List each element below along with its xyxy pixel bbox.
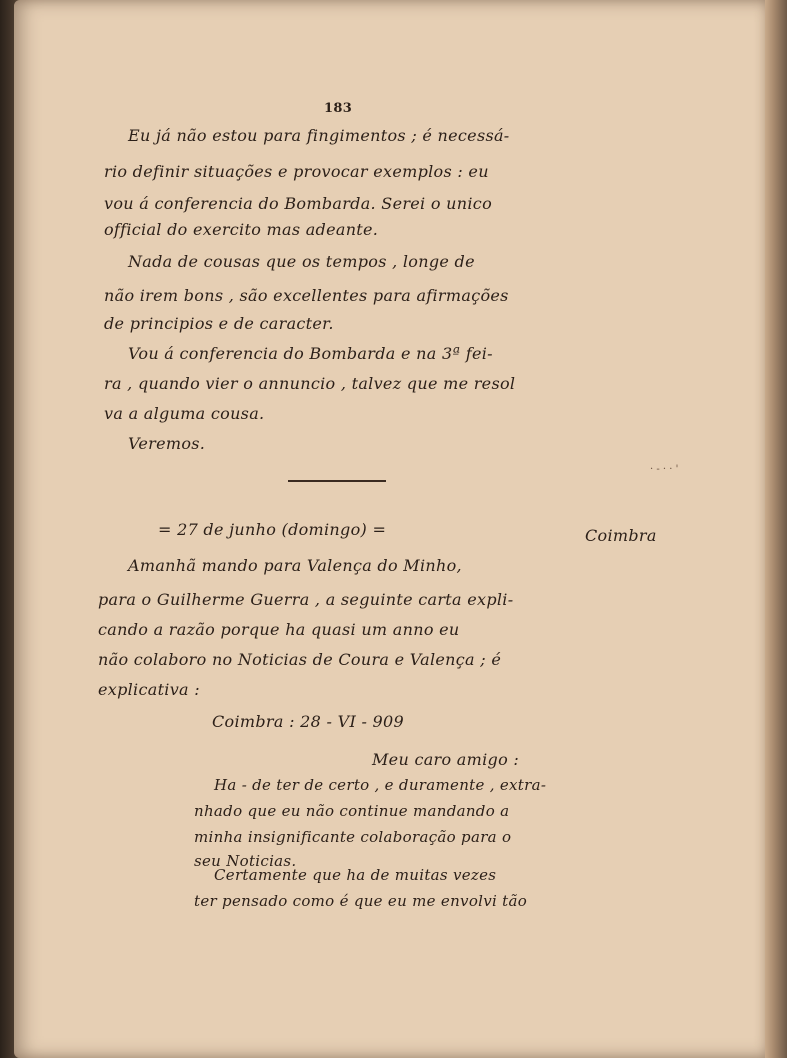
- letter-line: minha insignificante colaboração para o: [194, 828, 512, 846]
- section-divider: [288, 480, 386, 482]
- letter-salutation: Meu caro amigo :: [372, 750, 520, 769]
- entry2-line: cando a razão porque ha quasi um anno eu: [98, 620, 460, 639]
- letter-line: ter pensado como é que eu me envolvi tão: [194, 892, 528, 910]
- entry1-line: rio definir situações e provocar exemplos : eu: [104, 162, 489, 181]
- entry1-line: Veremos.: [128, 434, 206, 453]
- entry1-line: de principios e de caracter.: [104, 314, 334, 333]
- entry1-line: não irem bons , são excellentes para afirmações: [104, 286, 509, 305]
- entry2-line: Amanhã mando para Valença do Minho,: [128, 556, 462, 575]
- entry1-line: official do exercito mas adeante.: [104, 220, 379, 239]
- entry2-line: explicativa :: [98, 680, 200, 699]
- entry2-line: para o Guilherme Guerra , a seguinte carta expli-: [98, 590, 514, 609]
- entry1-line: Vou á conferencia do Bombarda e na 3ª fei-: [128, 344, 493, 363]
- letter-line: Ha - de ter de certo , e duramente , extra-: [214, 776, 547, 794]
- entry1-line: va a alguma cousa.: [104, 404, 265, 423]
- letter-dateline: Coimbra : 28 - VI - 909: [212, 712, 404, 731]
- entry1-line: Nada de cousas que os tempos , longe de: [128, 252, 475, 271]
- entry1-line: ra , quando vier o annuncio , talvez que me resol: [104, 374, 516, 393]
- letter-line: nhado que eu não continue mandando a: [194, 802, 510, 820]
- entry1-line: Eu já não estou para fingimentos ; é necessá-: [128, 126, 510, 145]
- entry2-place: Coimbra: [585, 526, 657, 545]
- letter-line: seu Noticias.: [194, 852, 297, 870]
- page-number: 183: [324, 101, 353, 116]
- entry2-line: não colaboro no Noticias de Coura e Valença ; é: [98, 650, 502, 669]
- ink-speck: · - · · ': [650, 464, 679, 475]
- entry1-line: vou á conferencia do Bombarda. Serei o unico: [104, 194, 492, 213]
- entry2-heading: = 27 de junho (domingo) =: [158, 520, 387, 539]
- page-edge: [765, 0, 787, 1058]
- letter-line: Certamente que ha de muitas vezes: [214, 866, 497, 884]
